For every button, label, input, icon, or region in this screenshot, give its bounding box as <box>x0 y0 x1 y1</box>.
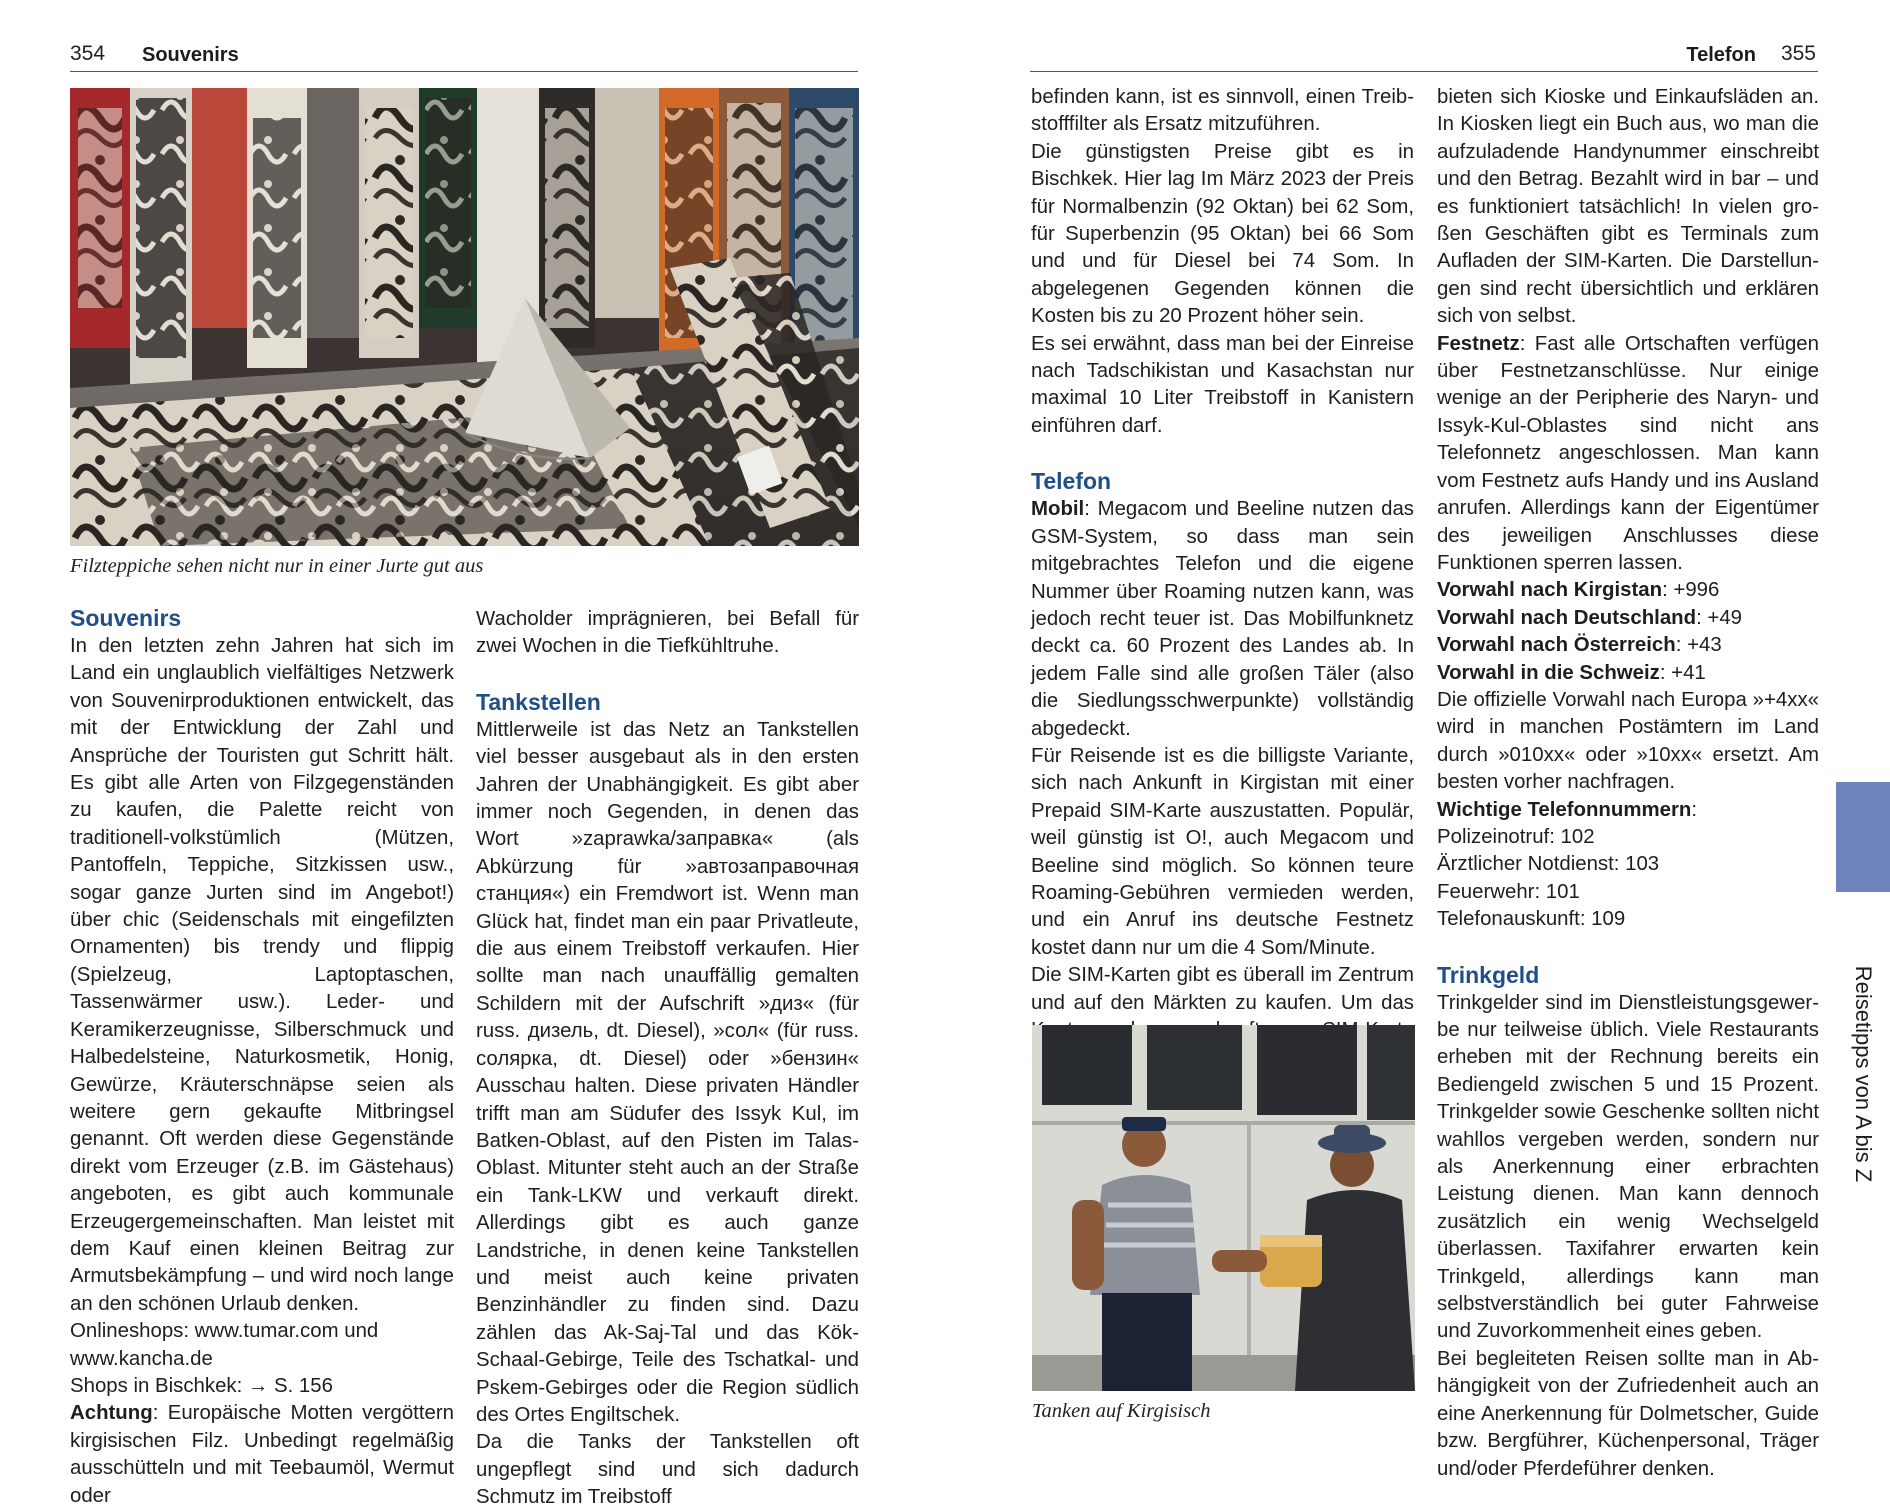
fuel-prices-paragraph: Die günstigsten Preise gibt es in Bischkek. Hier lag Im März 2023 der Preis für Normalbenzin (92 Oktan) bei 62 Som, für Superbenzin (95 Oktan) bei 66 Som und und für Diesel bei 74 Som. In abgelegenen Gegenden können die Kosten bis zu 20 Prozent höher sein. <box>1031 140 1414 328</box>
left-page <box>0 0 945 1509</box>
onlineshops-line-2: www.kancha.de <box>70 1347 213 1370</box>
right-running-header <box>1030 42 1818 72</box>
trinkgeld-paragraph-1: Trinkgelder sind im Dienstleistungsgewerbe nur teilweise üblich. Viele Restaurants erheben mit der Rechnung bereits ein Bediengeld zwischen 5 und 15 Prozent. Trinkgelder sowie Geschenke sollten nicht wahllos vergeben werden, sondern nur als Anerkennung einer erbrachten Leistung dienen. Man kann dennoch zusätzlich ein wenig Wechselgeld überlassen. Taxifahrer erwarten kein Trinkgeld, allerdings kann man selbstverständlich bei guter Fahrweise und Zuvorkommenheit eines geben. <box>1437 991 1819 1343</box>
felt-carpets-photo <box>70 88 859 546</box>
festnetz-label: Festnetz <box>1437 332 1520 355</box>
page-number-left: 354 <box>70 42 106 65</box>
photo-caption-right: Tanken auf Kirgisisch <box>1032 1400 1211 1422</box>
heading-souvenirs: Souvenirs <box>70 605 182 631</box>
vorwahl-label: Vorwahl nach Kirgistan <box>1437 579 1663 602</box>
wichtige-label: Wichtige Telefonnummern <box>1437 798 1692 821</box>
achtung-label: Achtung <box>70 1402 153 1425</box>
sim-recharge-paragraph: bieten sich Kioske und Einkaufsläden an. In Kiosken liegt ein Buch aus, wo man die aufzuladende Handynummer einschreibt und den Betrag. Bezahlt wird in bar – und es funktioniert tatsächlich! In vielen großen Geschäften gibt es Terminals zum Aufladen der SIM-Karten. Die Darstellungen sind recht übersichtlich und erklären sich von selbst. <box>1437 86 1819 328</box>
vorwahl-label: Vorwahl in die Schweiz <box>1437 661 1660 684</box>
right-column-1 <box>1031 84 1414 1072</box>
fueling-photo <box>1032 1025 1415 1391</box>
tankstellen-continued: befinden kann, ist es sinnvoll, einen Treibstofffilter als Ersatz mitzuführen. <box>1031 86 1414 136</box>
vorwahl-value: : +41 <box>1659 661 1706 684</box>
vorwahl-label: Vorwahl nach Österreich <box>1437 634 1676 657</box>
sim-paragraph: Die SIM-Karten gibt es überall im Zentrum und auf den Märkten zu kaufen. Um das <box>1031 964 1414 1014</box>
onlineshops-line-1: Onlineshops: www.tumar.com und <box>70 1320 379 1343</box>
right-column-2 <box>1437 84 1819 1483</box>
vorwahl-line <box>1437 605 1819 632</box>
mobil-paragraph <box>1031 496 1414 743</box>
border-fuel-paragraph: Es sei erwähnt, dass man bei der Einreise nach Tadschikistan und Kasachstan nur maximal 10 Liter Treibstoff in Kanistern einführen darf. <box>1031 332 1414 437</box>
vorwahl-value: : +43 <box>1675 634 1722 657</box>
vorwahl-label: Vorwahl nach Deutschland <box>1437 606 1697 629</box>
vorwahl-line <box>1437 632 1819 659</box>
trinkgeld-paragraph-2: Bei begleiteten Reisen sollte man in Abhängigkeit von der Zufriedenheit auch an eine Anerkennung für Dolmetscher, Guide bzw. Bergführer, Küchenpersonal, Träger und/oder Pferdeführer denken. <box>1437 1347 1819 1480</box>
vorwahl-line <box>1437 577 1819 604</box>
thumb-index-marker <box>1836 782 1890 892</box>
side-tab <box>1836 894 1890 1254</box>
wichtige-heading <box>1437 797 1819 824</box>
wichtige-colon: : <box>1691 798 1698 821</box>
tankstellen-paragraph-2: Da die Tanks der Tankstellen oft ungepflegt sind und sich dadurch Schmutz im Treibstoff <box>476 1431 859 1509</box>
tankstellen-paragraph-1: Mittlerweile ist das Netz an Tankstellen viel besser ausgebaut als in den ersten Jahren der Unabhängigkeit. Es gibt aber immer noch Gegenden, in denen das Wort »zaprawka/заправка« (als Abkürzung für »автозаправочная станция«) ein Fremdwort ist. Wenn man Glück hat, findet man ein paar Privatleute, die aus einem Treibstoff verkaufen. Hier sollte man nach unauffällig gemalten Schildern mit der Aufschrift »диз« (für russ. дизель, dt. Diesel), »сол« (für russ. солярка, dt. Diesel) oder »бензин« Ausschau halten. Diese privaten Händler trifft man am Südufer des Issyk Kul, im Batken-Oblast, auf den Pisten im Talas-Oblast. Mitunter steht auch an der Straße ein Tank-LKW und verkauft direkt. Allerdings gibt es auch ganze Landstriche, in denen keine Tankstellen und meist auch keine privaten Benzinhändler zu finden sind. Dazu zählen das Ak-Saj-Tal und das Kök-Schaal-Gebirge, Teile des Tschatkal- und Pskem-Gebirges oder die Region südlich des Ortes Engiltschek. <box>476 718 859 1426</box>
shops-bischkek: Shops in Bischkek: → S. 156 <box>70 1374 333 1397</box>
mobil-label: Mobil <box>1031 498 1085 521</box>
phone-number-item: Telefonauskunft: 109 <box>1437 908 1626 931</box>
phone-number-item: Polizeinotruf: 102 <box>1437 825 1595 848</box>
achtung-paragraph <box>70 1400 454 1510</box>
heading-tankstellen: Tankstellen <box>476 688 601 715</box>
photo-caption-left: Filzteppiche sehen nicht nur in einer Jurte gut aus <box>70 555 484 577</box>
vorwahl-value: : +49 <box>1696 606 1743 629</box>
festnetz-text: : Fast alle Ortschaften verfügen über Festnetzanschlüsse. Nur einige wenige an der Peripherie des Naryn- und Issyk-Kul-Oblastes sind nicht ans Telefonnetz angeschlossen. Man kann vom Festnetz aufs Handy und ins Ausland anrufen. Allerdings kann der Eigentümer des jeweiligen Anschlusses diese Funktionen sperren lassen. <box>1437 332 1819 574</box>
vorwahl-value: : +996 <box>1662 579 1720 602</box>
europe-prefix-paragraph: Die offizielle Vorwahl nach Europa »+4xx« wird in manchen Postämtern im Land durch »010xx« oder »10xx« ersetzt. Am besten vorher nachfragen. <box>1437 688 1819 794</box>
festnetz-paragraph <box>1437 331 1819 578</box>
heading-telefon: Telefon <box>1031 468 1112 495</box>
vorwahl-line <box>1437 660 1819 687</box>
souvenirs-paragraph: In den letzten zehn Jahren hat sich im Land ein unglaublich vielfältiges Netzwerk von Souvenirproduktionen entwickelt, das mit der Entwicklung der Zahl und Ansprüche der Touristen gut Schritt hält. Es gibt alle Arten von Filzgegenständen zu kaufen, die Palette reicht von traditionell-volkstümlich (Mützen, Pantoffeln, Teppiche, Sitzkissen usw., sogar ganze Jurten sind im Angebot!) über chic (Seidenschals mit eingefilzten Ornamenten) bis trendy und flippig (Spielzeug, Laptoptaschen, Tassenwärmer usw.). Leder- und Keramikerzeugnisse, Silberschmuck und Halbedelsteine, Naturkosmetik, Honig, Gewürze, Kräuterschnäpse seien als weitere gern gekaufte Mitbringsel genannt. Oft werden diese Gegenstände direkt vom Erzeuger (z.B. im Gästehaus) angeboten, es gibt auch kommunale Erzeugergemeinschaften. Man leistet mit dem Kauf einen kleinen Beitrag zur Armutsbekämpfung – und wird noch lange an den schönen Urlaub denken. <box>70 635 454 1315</box>
page-number-right: 355 <box>1780 42 1816 65</box>
left-column-2 <box>476 606 859 1512</box>
heading-trinkgeld: Trinkgeld <box>1437 961 1540 988</box>
running-title-right: Telefon <box>1686 44 1756 66</box>
achtung-text: : Europäische Motten vergöttern kirgisischen Filz. Unbedingt regelmäßig ausschütteln und mit Teebaumöl, Wermut oder <box>70 1402 454 1507</box>
phone-number-item: Feuerwehr: 101 <box>1437 880 1580 903</box>
prepaid-paragraph: Für Reisende ist es die billigste Variante, sich nach Ankunft in Kirgistan mit einer Prepaid SIM-Karte auszustatten. Populär, weil günstig ist O!, auch Megacom und Beeline sind möglich. So können teure Roaming-Gebühren vermieden werden, und ein Anruf ins deutsche Festnetz kostet dann nur um die 4 Som/Minute. <box>1031 744 1414 959</box>
souvenirs-continued: Wacholder imprägnieren, bei Befall für zwei Wochen in die Tiefkühltruhe. <box>476 608 859 658</box>
left-running-header <box>70 42 858 72</box>
left-column-1 <box>70 603 454 1510</box>
right-page <box>945 0 1890 1496</box>
phone-number-item: Ärztlicher Notdienst: 103 <box>1437 853 1660 876</box>
side-tab-label: Reisetipps von A bis Z <box>1851 965 1876 1183</box>
mobil-text: : Megacom und Beeline nutzen das GSM-System, so dass man sein mitgebrachtes Telefon und die eigene Nummer über Roaming nutzen kann, was jedoch recht teuer ist. Das Mobilfunknetz deckt ca. 60 Prozent des Landes ab. In jedem Falle sind alle großen Täler (also die Siedlungsschwerpunkte) vollständig abgedeckt. <box>1031 498 1414 740</box>
running-title-left: Souvenirs <box>142 44 239 66</box>
